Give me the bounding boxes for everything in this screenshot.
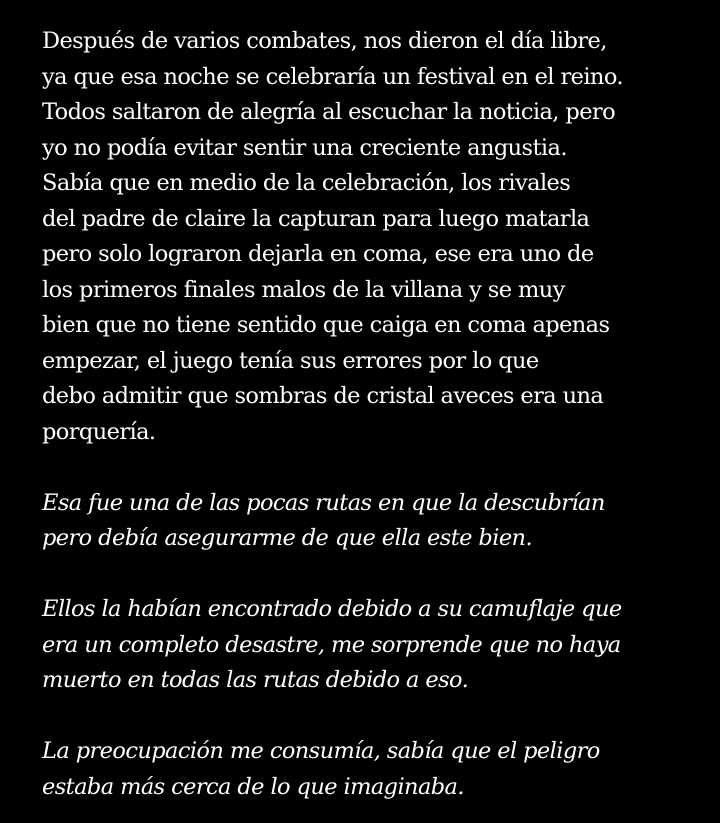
text-line: Esa fue una de las pocas rutas en que la descubrían <box>42 489 605 516</box>
text-line: Después de varios combates, nos dieron el día libre, <box>42 28 607 54</box>
text-line: empezar, el juego tenía sus errores por lo que <box>42 347 539 374</box>
text-line: debo admitir que sombras de cristal aveces era una <box>42 383 604 409</box>
text-line: ya que esa noche se celebraría un festival en el reino. <box>42 63 623 90</box>
text-line: estaba más cerca de lo que imaginaba. <box>42 773 464 800</box>
text-line: pero debía asegurarme de que ella este bien. <box>42 525 532 551</box>
paragraph-spacer <box>42 557 702 593</box>
paragraph-4 <box>42 734 702 805</box>
text-line: del padre de claire la capturan para luego matarla <box>42 205 590 232</box>
text-line: era un completo desastre, me sorprende que no haya <box>42 631 621 658</box>
text-line: Sabía que en medio de la celebración, los rivales <box>42 170 571 196</box>
text-line: yo no podía evitar sentir una creciente angustia. <box>42 134 567 161</box>
text-line: Todos saltaron de alegría al escuchar la noticia, pero <box>42 99 616 125</box>
text-line: La preocupación me consumía, sabía que el peligro <box>42 738 600 764</box>
text-line: bien que no tiene sentido que caiga en coma apenas <box>42 312 610 338</box>
text-line: pero solo lograron dejarla en coma, ese era uno de <box>42 241 594 267</box>
story-text <box>42 24 702 805</box>
text-line: Ellos la habían encontrado debido a su camuflaje que <box>42 596 622 622</box>
text-line: los primeros finales malos de la villana y se muy <box>42 276 565 303</box>
text-line: porquería. <box>42 418 156 445</box>
paragraph-3 <box>42 592 702 699</box>
paragraph-2 <box>42 486 702 557</box>
paragraph-spacer <box>42 699 702 735</box>
paragraph-spacer <box>42 450 702 486</box>
text-line: muerto en todas las rutas debido a eso. <box>42 667 469 693</box>
paragraph-1 <box>42 24 702 450</box>
